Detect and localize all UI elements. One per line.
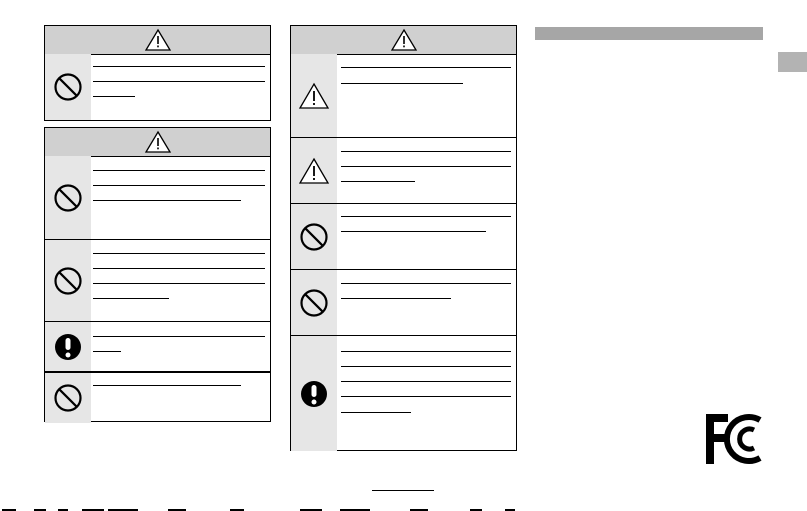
instruction-row (45, 371, 270, 423)
warning-triangle-icon (144, 28, 172, 52)
prohibition-circle-icon (299, 222, 329, 252)
warning-triangle-icon (298, 82, 330, 110)
instruction-row (291, 203, 516, 270)
warning-panel-2 (44, 127, 271, 422)
warning-panel-1 (44, 25, 271, 121)
page-number-rule (372, 490, 434, 491)
instruction-row (291, 54, 516, 137)
prohibition-circle-icon (299, 288, 329, 318)
instruction-row (291, 335, 516, 451)
instruction-row (45, 321, 270, 372)
instruction-row (45, 156, 270, 239)
panel-header (45, 26, 270, 55)
cut-off-text-row (0, 504, 807, 511)
instruction-row (45, 239, 270, 322)
prohibition-circle-icon (53, 72, 83, 102)
section-header-bar (535, 27, 763, 40)
prohibition-circle-icon (53, 266, 83, 296)
warning-triangle-icon (390, 28, 418, 52)
warning-panel-3 (290, 25, 517, 451)
mandatory-exclamation-icon (299, 379, 329, 409)
fcc-logo (700, 410, 764, 468)
warning-triangle-icon (144, 130, 172, 154)
instruction-row (45, 54, 270, 120)
warning-triangle-icon (298, 157, 330, 185)
panel-header (45, 128, 270, 157)
prohibition-circle-icon (53, 183, 83, 213)
panel-header (291, 26, 516, 55)
instruction-row (291, 137, 516, 204)
mandatory-exclamation-icon (53, 332, 83, 362)
instruction-row (291, 269, 516, 336)
chapter-tab (778, 52, 807, 72)
prohibition-circle-icon (53, 383, 83, 413)
